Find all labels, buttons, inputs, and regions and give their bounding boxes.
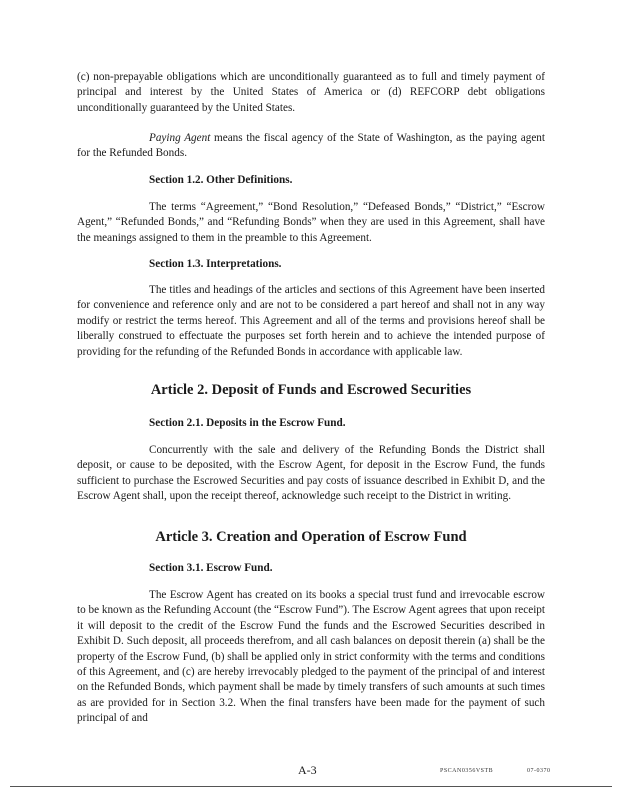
- scan-edge-line: [10, 786, 612, 787]
- section-2-1-heading: Section 2.1. Deposits in the Escrow Fund.: [149, 417, 346, 429]
- paragraph-paying-agent-definition: [77, 131, 545, 162]
- paragraph-escrow-fund: The Escrow Agent has created on its books a special trust fund and irrevocable escrow to be known as the Refunding Account (the “Escrow Fund”). The Escrow Agent agrees that upon receipt it will deposit to the credit of the Escrow Fund the funds and the Escrowed Securities described in Exhibit D. Such deposit, all proceeds therefrom, and all cash balances on deposit therein (a) shall be the property of the Escrow Fund, (b) shall be applied only in strict conformity with the terms and conditions of this Agreement, and (c) are hereby irrevocably pledged to the payment of the principal of and interest on the Refunded Bonds, which payment shall be made by timely transfers of such amounts at such times as are provided for in Section 3.2. When the final transfers have been made for the payment of such principal of and: [77, 589, 545, 725]
- paragraph-other-definitions: The terms “Agreement,” “Bond Resolution,” “Defeased Bonds,” “District,” “Escrow Agent,” “Refunded Bonds,” and “Refunding Bonds” when they are used in this Agreement, shall have the meanings assigned to them in the preamble to this Agreement.: [77, 201, 545, 244]
- paying-agent-definition-text: means the fiscal agency of the State of Washington, as the paying agent for the Refunded Bonds.: [77, 132, 545, 160]
- article-2-heading: Article 2. Deposit of Funds and Escrowed Securities: [150, 382, 472, 398]
- paragraph-securities-definition: (c) non-prepayable obligations which are unconditionally guaranteed as to full and timely payment of principal and interest by the United States of America or (d) REFCORP debt obligations unconditionally guaranteed by the United States.: [77, 71, 545, 114]
- section-1-3-heading: Section 1.3. Interpretations.: [149, 258, 282, 270]
- article-3-heading: Article 3. Creation and Operation of Escrow Fund: [155, 529, 467, 545]
- paragraph-deposits: Concurrently with the sale and delivery of the Refunding Bonds the District shall deposit, or cause to be deposited, with the Escrow Agent, for deposit in the Escrow Fund, the funds sufficient to purchase the Escrowed Securities and pay costs of issuance described in Exhibit D, and the Escrow Agent shall, upon the receipt thereof, acknowledge such receipt to the District in writing.: [77, 444, 545, 503]
- section-1-2-heading: Section 1.2. Other Definitions.: [149, 174, 293, 186]
- document-date-code: 07-0370: [527, 768, 551, 774]
- defined-term-paying-agent: Paying Agent: [149, 132, 211, 144]
- page-number: A-3: [298, 763, 317, 777]
- paragraph-interpretations: The titles and headings of the articles and sections of this Agreement have been inserted for convenience and reference only and are not to be considered a part hereof and shall not in any way modify or restrict the terms hereof. This Agreement and all of the terms and provisions hereof shall be liberally construed to effectuate the purposes set forth herein and to achieve the intended purpose of providing for the refunding of the Refunded Bonds in accordance with applicable law.: [77, 284, 545, 358]
- document-code: PSCAN0356VSTB: [440, 768, 494, 774]
- section-3-1-heading: Section 3.1. Escrow Fund.: [149, 562, 273, 574]
